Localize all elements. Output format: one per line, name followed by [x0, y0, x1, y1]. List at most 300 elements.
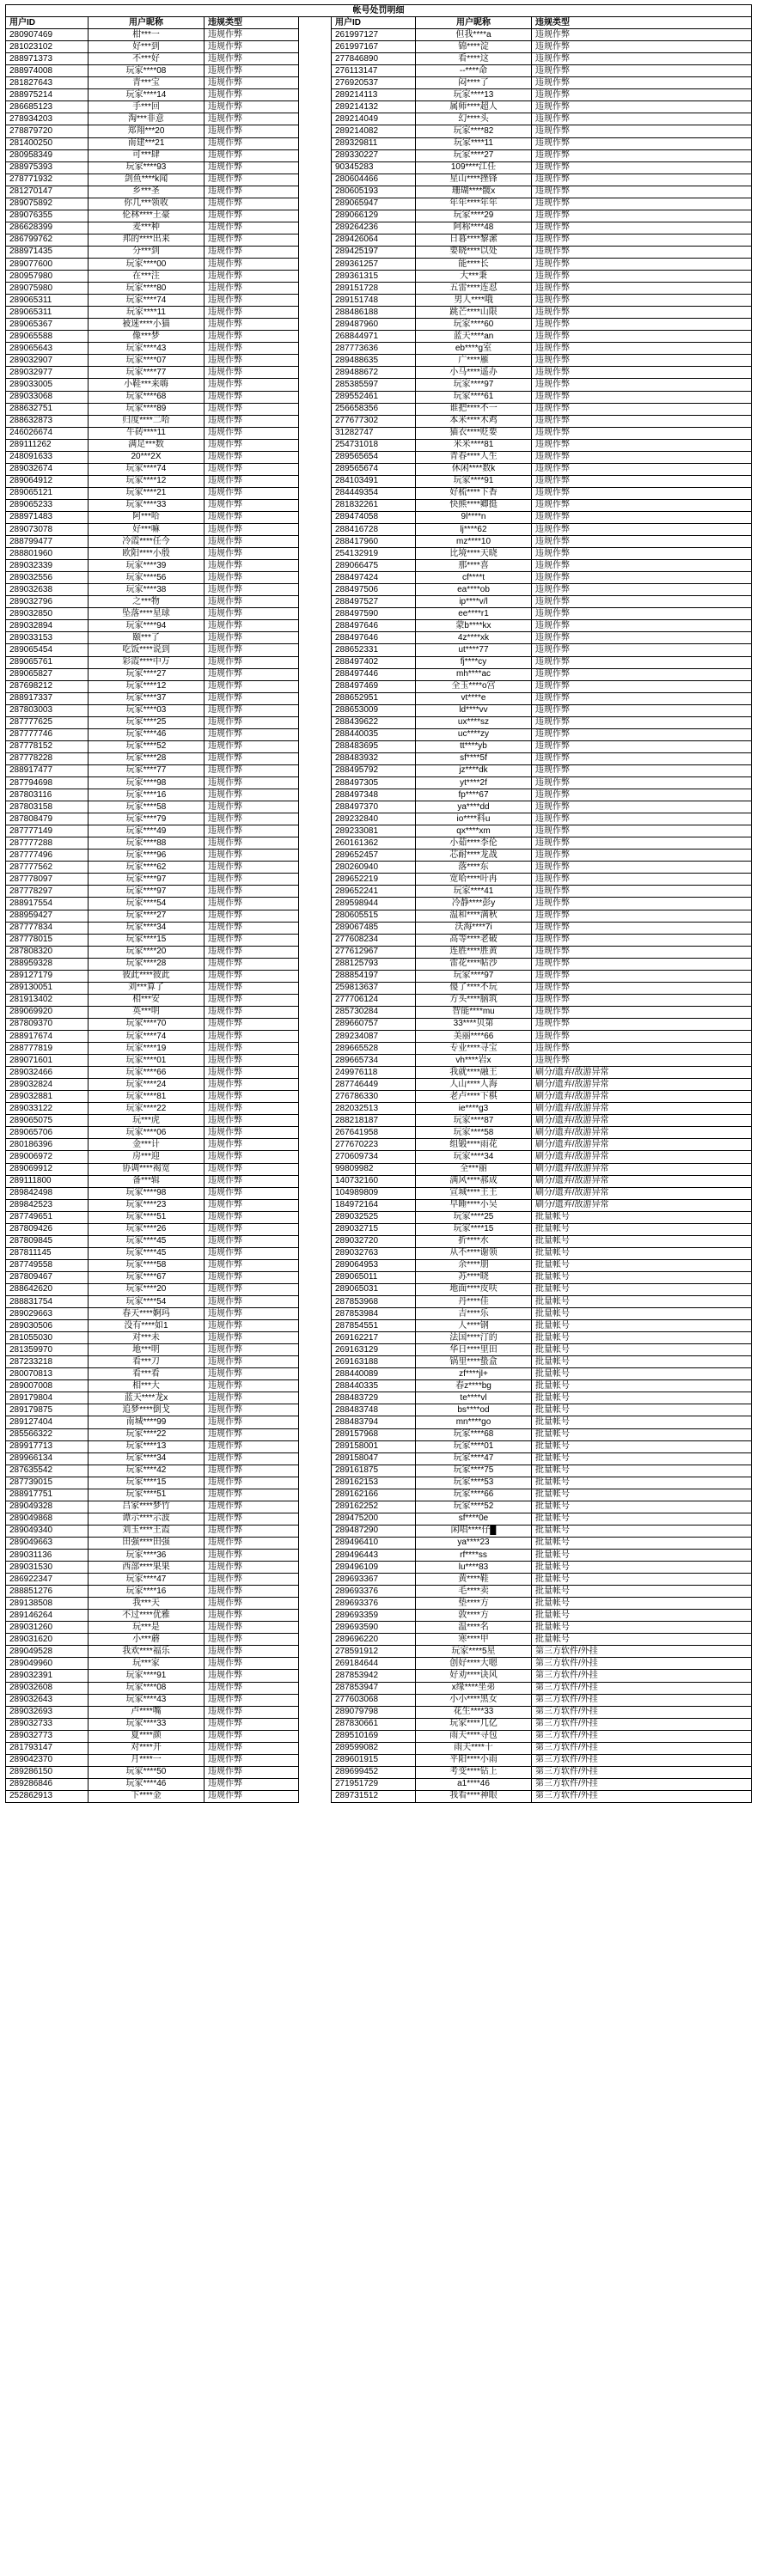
nickname-cell: 玩家****68: [416, 1428, 532, 1440]
nickname-cell: 玩家****28: [89, 752, 205, 764]
violation-type-cell: 违规作弊: [205, 1271, 299, 1283]
user-id-cell: 289030506: [6, 1320, 89, 1332]
nickname-cell: 属师****超人: [416, 101, 532, 113]
violation-type-cell: 违规作弊: [532, 475, 752, 487]
user-id-cell: 289065827: [6, 668, 89, 680]
nickname-cell: vh****岩x: [416, 1055, 532, 1067]
violation-type-cell: 刷分/遗弃/敌游异常: [532, 1067, 752, 1079]
user-id-cell: 289031260: [6, 1622, 89, 1634]
nickname-cell: 柑***一: [89, 29, 205, 41]
table-row: [6, 692, 752, 704]
user-id-cell: 104989809: [332, 1187, 416, 1199]
user-id-cell: 289065121: [6, 487, 89, 499]
user-id-cell: 287233218: [6, 1356, 89, 1368]
violation-type-cell: 刷分/遗弃/敌游异常: [532, 1091, 752, 1103]
violation-type-cell: 违规作弊: [205, 1043, 299, 1055]
nickname-cell: 乡***圣: [89, 186, 205, 198]
table-row: [6, 439, 752, 451]
user-id-cell: 256658356: [332, 403, 416, 415]
table-row: [6, 343, 752, 355]
nickname-cell: 房***迎: [89, 1151, 205, 1163]
nickname-cell: 玩家****58: [89, 801, 205, 813]
table-row: [6, 174, 752, 186]
violation-type-cell: 违规作弊: [532, 222, 752, 234]
nickname-cell: 玩家****13: [416, 89, 532, 101]
column-gap: [299, 632, 332, 644]
user-id-cell: 287777149: [6, 825, 89, 837]
user-id-cell: 289073078: [6, 524, 89, 536]
violation-type-cell: 违规作弊: [532, 1043, 752, 1055]
user-id-cell: 280070813: [6, 1368, 89, 1380]
nickname-cell: sf****0e: [416, 1513, 532, 1525]
user-id-cell: 289049868: [6, 1513, 89, 1525]
nickname-cell: 玩家****66: [416, 1489, 532, 1501]
user-id-cell: 288497348: [332, 789, 416, 801]
nickname-cell: ld****vv: [416, 704, 532, 716]
violation-type-cell: 违规作弊: [532, 258, 752, 270]
violation-type-cell: 违规作弊: [205, 1404, 299, 1416]
nickname-cell: 玩家****56: [89, 572, 205, 584]
nickname-cell: 玩家****25: [89, 716, 205, 728]
column-gap: [299, 379, 332, 391]
nickname-cell: zf****jl+: [416, 1368, 532, 1380]
nickname-cell: 玩家****88: [89, 837, 205, 850]
nickname-cell: tt****yb: [416, 740, 532, 752]
nickname-cell: 谭示****示波: [89, 1513, 205, 1525]
user-id-cell: 289496109: [332, 1562, 416, 1574]
nickname-cell: 阿称****48: [416, 222, 532, 234]
nickname-cell: 玩家****45: [89, 1235, 205, 1247]
nickname-cell: 广****雁: [416, 355, 532, 367]
violation-type-cell: 违规作弊: [532, 874, 752, 886]
table-row: [6, 1103, 752, 1115]
user-id-cell: 289496410: [332, 1537, 416, 1549]
violation-type-cell: 违规作弊: [532, 41, 752, 53]
column-gap: [299, 764, 332, 776]
column-gap: [299, 1296, 332, 1308]
violation-type-cell: 刷分/遗弃/敌游异常: [532, 1187, 752, 1199]
nickname-cell: 追梦****倒戈: [89, 1404, 205, 1416]
nickname-cell: 本米****木鸡: [416, 415, 532, 427]
violation-type-cell: 违规作弊: [205, 656, 299, 668]
user-id-cell: 289917713: [6, 1440, 89, 1452]
table-row: [6, 1477, 752, 1489]
column-gap: [299, 837, 332, 850]
column-gap: [299, 910, 332, 922]
violation-type-cell: 违规作弊: [532, 970, 752, 982]
column-gap: [299, 246, 332, 258]
user-id-cell: 289065311: [6, 295, 89, 307]
column-gap: [299, 137, 332, 149]
table-row: [6, 367, 752, 379]
table-row: [6, 379, 752, 391]
user-id-cell: 289652241: [332, 886, 416, 898]
nickname-cell: 玩家****47: [89, 1574, 205, 1586]
user-id-cell: 287746449: [332, 1079, 416, 1091]
user-id-cell: 281832261: [332, 499, 416, 511]
nickname-cell: 我***天: [89, 1598, 205, 1610]
table-row: [6, 1586, 752, 1598]
table-row: [6, 572, 752, 584]
user-id-cell: 270609734: [332, 1151, 416, 1163]
nickname-cell: 玩家****87: [416, 1115, 532, 1127]
violation-type-cell: 违规作弊: [205, 1018, 299, 1030]
user-id-cell: 289032693: [6, 1706, 89, 1718]
nickname-cell: 人****钢: [416, 1320, 532, 1332]
violation-type-cell: 违规作弊: [205, 77, 299, 89]
column-gap: [299, 234, 332, 246]
column-gap: [299, 283, 332, 295]
nickname-cell: fp****67: [416, 789, 532, 801]
user-id-cell: 289032824: [6, 1079, 89, 1091]
user-id-cell: 287803003: [6, 704, 89, 716]
table-row: [6, 994, 752, 1006]
violation-type-cell: 违规作弊: [532, 283, 752, 295]
nickname-cell: 华日****里田: [416, 1344, 532, 1356]
user-id-cell: 288854197: [332, 970, 416, 982]
nickname-cell: 法国****汀的: [416, 1332, 532, 1344]
table-row: [6, 1525, 752, 1537]
column-gap: [299, 319, 332, 331]
nickname-cell: 玩家****38: [89, 584, 205, 596]
column-gap: [299, 1525, 332, 1537]
table-row: [6, 801, 752, 813]
column-gap: [299, 1428, 332, 1440]
table-row: [6, 958, 752, 970]
user-id-cell: 289065454: [6, 644, 89, 656]
table-row: [6, 1235, 752, 1247]
column-gap: [299, 367, 332, 379]
nickname-cell: 玩家****13: [89, 1440, 205, 1452]
violation-type-cell: 违规作弊: [205, 355, 299, 367]
nickname-cell: 高等****老破: [416, 934, 532, 946]
violation-type-cell: 违规作弊: [205, 994, 299, 1006]
nickname-cell: 谁把****不一: [416, 403, 532, 415]
nickname-cell: 玩家****66: [89, 1067, 205, 1079]
user-id-cell: 285730284: [332, 1006, 416, 1018]
user-id-cell: 288417960: [332, 536, 416, 548]
column-gap: [299, 1574, 332, 1586]
user-id-cell: 289487960: [332, 319, 416, 331]
violation-type-cell: 违规作弊: [205, 1079, 299, 1091]
nickname-cell: 淘***非意: [89, 113, 205, 125]
column-gap: [299, 271, 332, 283]
user-id-cell: 289032674: [6, 463, 89, 475]
user-id-cell: 289158001: [332, 1440, 416, 1452]
nickname-cell: 看***刀: [89, 1356, 205, 1368]
user-id-cell: 287853942: [332, 1670, 416, 1682]
column-gap: [299, 1742, 332, 1754]
nickname-cell: 苏****晓: [416, 1271, 532, 1283]
nickname-cell: 玩家****77: [89, 764, 205, 776]
user-id-cell: 289696220: [332, 1634, 416, 1646]
nickname-cell: 玩家****97: [89, 886, 205, 898]
user-id-cell: 289064912: [6, 475, 89, 487]
user-id-cell: 289598944: [332, 898, 416, 910]
nickname-cell: 玩家****33: [89, 1718, 205, 1730]
user-id-cell: 289475200: [332, 1513, 416, 1525]
violation-type-cell: 刷分/遗弃/敌游异常: [532, 1163, 752, 1175]
nickname-cell: a1****46: [416, 1778, 532, 1790]
user-id-cell: 288416728: [332, 524, 416, 536]
column-gap: [299, 1187, 332, 1199]
violation-type-cell: 违规作弊: [205, 886, 299, 898]
violation-type-cell: 违规作弊: [205, 1151, 299, 1163]
violation-type-cell: 违规作弊: [532, 898, 752, 910]
violation-type-cell: 刷分/遗弃/敌游异常: [532, 1115, 752, 1127]
column-gap: [299, 1730, 332, 1742]
violation-type-cell: 批量帐号: [532, 1513, 752, 1525]
table-row: [6, 271, 752, 283]
nickname-cell: yt****2f: [416, 777, 532, 789]
nickname-cell: eb****g室: [416, 343, 532, 355]
user-id-cell: 287853984: [332, 1308, 416, 1320]
table-row: [6, 511, 752, 523]
violation-type-cell: 违规作弊: [532, 596, 752, 608]
user-id-cell: 278934203: [6, 113, 89, 125]
violation-type-cell: 违规作弊: [205, 946, 299, 958]
violation-type-cell: 违规作弊: [532, 934, 752, 946]
nickname-cell: 玩家****20: [89, 946, 205, 958]
user-id-cell: 289032715: [332, 1223, 416, 1235]
nickname-cell: 吃饭****说到: [89, 644, 205, 656]
table-row: [6, 113, 752, 125]
user-id-cell: 289693590: [332, 1622, 416, 1634]
violation-type-cell: 第三方软件/外挂: [532, 1658, 752, 1670]
column-gap: [299, 813, 332, 825]
nickname-cell: 玩家****15: [89, 1477, 205, 1489]
column-gap: [299, 1778, 332, 1790]
user-id-cell: 289032720: [332, 1235, 416, 1247]
nickname-cell: 109****江任: [416, 161, 532, 174]
nickname-cell: 小小****黑女: [416, 1694, 532, 1706]
table-row: [6, 1356, 752, 1368]
nickname-cell: 英***明: [89, 1006, 205, 1018]
table-row: [6, 825, 752, 837]
violation-type-cell: 违规作弊: [205, 764, 299, 776]
user-id-cell: 289006972: [6, 1151, 89, 1163]
user-id-cell: 140732160: [332, 1175, 416, 1187]
nickname-cell: 玩家****01: [89, 1055, 205, 1067]
table-row: [6, 125, 752, 137]
user-id-cell: 31282747: [332, 427, 416, 439]
user-id-cell: 281913402: [6, 994, 89, 1006]
nickname-cell: 专业****寻宝: [416, 1043, 532, 1055]
user-id-cell: 286628399: [6, 222, 89, 234]
table-row: [6, 1199, 752, 1211]
violation-type-cell: 违规作弊: [205, 29, 299, 41]
table-row: [6, 1006, 752, 1018]
user-id-cell: 289049663: [6, 1537, 89, 1549]
violation-type-cell: 违规作弊: [532, 850, 752, 862]
user-id-cell: 289652219: [332, 874, 416, 886]
nickname-cell: 芯耐****龙战: [416, 850, 532, 862]
violation-type-cell: 批量帐号: [532, 1235, 752, 1247]
user-id-cell: 287854551: [332, 1320, 416, 1332]
table-row: [6, 307, 752, 319]
violation-type-cell: 刷分/遗弃/敌游异常: [532, 1079, 752, 1091]
user-id-cell: 289233081: [332, 825, 416, 837]
nickname-cell: 玩***是: [89, 1622, 205, 1634]
violation-type-cell: 批量帐号: [532, 1634, 752, 1646]
user-id-cell: 289842523: [6, 1199, 89, 1211]
user-id-cell: 281400250: [6, 137, 89, 149]
violation-type-cell: 批量帐号: [532, 1489, 752, 1501]
table-row: [6, 1694, 752, 1706]
user-id-cell: 289214082: [332, 125, 416, 137]
violation-type-cell: 违规作弊: [205, 632, 299, 644]
violation-type-cell: 违规作弊: [205, 1658, 299, 1670]
nickname-cell: 玩家****26: [89, 1223, 205, 1235]
violation-type-cell: 违规作弊: [205, 331, 299, 343]
nickname-cell: 地***明: [89, 1344, 205, 1356]
nickname-cell: 玩家****21: [89, 487, 205, 499]
violation-type-cell: 违规作弊: [532, 331, 752, 343]
user-id-cell: 289032773: [6, 1730, 89, 1742]
nickname-cell: jz****dk: [416, 764, 532, 776]
nickname-cell: 但我****a: [416, 29, 532, 41]
violation-type-cell: 违规作弊: [205, 1718, 299, 1730]
violation-type-cell: 违规作弊: [205, 343, 299, 355]
nickname-cell: 人山****人海: [416, 1079, 532, 1091]
table-row: [6, 1223, 752, 1235]
violation-type-cell: 第三方软件/外挂: [532, 1730, 752, 1742]
user-id-cell: 289032525: [332, 1211, 416, 1223]
user-id-cell: 287777625: [6, 716, 89, 728]
user-id-cell: 289565654: [332, 451, 416, 463]
user-id-cell: 288632751: [6, 403, 89, 415]
user-id-cell: 289111262: [6, 439, 89, 451]
header-user-id-right: 用户ID: [332, 17, 416, 29]
table-row: [6, 752, 752, 764]
violation-type-cell: 批量帐号: [532, 1525, 752, 1537]
violation-type-cell: 批量帐号: [532, 1283, 752, 1295]
user-id-cell: 289065031: [332, 1283, 416, 1295]
column-gap: [299, 898, 332, 910]
table-row: [6, 1574, 752, 1586]
nickname-cell: 满足***数: [89, 439, 205, 451]
column-gap: [299, 355, 332, 367]
user-id-cell: 287777746: [6, 728, 89, 740]
user-id-cell: 287777288: [6, 837, 89, 850]
table-row: [6, 1670, 752, 1682]
header-nickname-right: 用户昵称: [416, 17, 532, 29]
violation-type-cell: 违规作弊: [205, 463, 299, 475]
user-id-cell: 287794698: [6, 777, 89, 789]
nickname-cell: 玩家****16: [89, 789, 205, 801]
violation-type-cell: 违规作弊: [532, 524, 752, 536]
nickname-cell: 没有****如1: [89, 1320, 205, 1332]
user-id-cell: 289127404: [6, 1416, 89, 1428]
nickname-cell: 对***未: [89, 1332, 205, 1344]
table-row: [6, 499, 752, 511]
user-id-cell: 289731512: [332, 1790, 416, 1802]
table-row: [6, 560, 752, 572]
nickname-cell: 米米****81: [416, 439, 532, 451]
table-row: [6, 1247, 752, 1259]
nickname-cell: ya****dd: [416, 801, 532, 813]
violation-type-cell: 违规作弊: [532, 174, 752, 186]
user-id-cell: 99809982: [332, 1163, 416, 1175]
violation-type-cell: 违规作弊: [532, 922, 752, 934]
violation-type-cell: 违规作弊: [205, 813, 299, 825]
table-row: [6, 77, 752, 89]
violation-type-cell: 违规作弊: [205, 958, 299, 970]
column-gap: [299, 1235, 332, 1247]
user-id-cell: 280186396: [6, 1139, 89, 1151]
nickname-cell: 玩家****15: [89, 934, 205, 946]
nickname-cell: 蓝天****龙x: [89, 1392, 205, 1404]
table-row: [6, 946, 752, 958]
column-gap: [299, 427, 332, 439]
nickname-cell: 玩家****62: [89, 862, 205, 874]
column-gap: [299, 644, 332, 656]
user-id-cell: 287778015: [6, 934, 89, 946]
violation-type-cell: 违规作弊: [205, 1320, 299, 1332]
table-row: [6, 65, 752, 77]
nickname-cell: 玩家****16: [89, 1586, 205, 1598]
column-gap: [299, 1043, 332, 1055]
user-id-cell: 287635542: [6, 1465, 89, 1477]
column-gap: [299, 1332, 332, 1344]
nickname-cell: 我看****神眼: [416, 1790, 532, 1802]
violation-type-cell: 违规作弊: [532, 837, 752, 850]
column-gap: [299, 801, 332, 813]
user-id-cell: 269163188: [332, 1356, 416, 1368]
violation-type-cell: 违规作弊: [205, 1356, 299, 1368]
nickname-cell: 玩家****12: [89, 475, 205, 487]
user-id-cell: 287773636: [332, 343, 416, 355]
violation-type-cell: 违规作弊: [532, 1018, 752, 1030]
user-id-cell: 289234087: [332, 1030, 416, 1042]
violation-type-cell: 违规作弊: [205, 922, 299, 934]
table-row: [6, 813, 752, 825]
user-id-cell: 278591912: [332, 1646, 416, 1658]
violation-type-cell: 违规作弊: [205, 415, 299, 427]
nickname-cell: 雨天****寻包: [416, 1730, 532, 1742]
table-row: [6, 89, 752, 101]
column-gap: [299, 1562, 332, 1574]
violation-type-cell: 违规作弊: [205, 475, 299, 487]
nickname-cell: 归度****二哈: [89, 415, 205, 427]
column-gap: [299, 1308, 332, 1320]
table-row: [6, 258, 752, 270]
column-gap: [299, 1586, 332, 1598]
user-id-cell: 287809845: [6, 1235, 89, 1247]
user-id-cell: 278879720: [6, 125, 89, 137]
column-gap: [299, 1404, 332, 1416]
violation-type-cell: 违规作弊: [532, 777, 752, 789]
nickname-cell: 好***到: [89, 41, 205, 53]
violation-type-cell: 违规作弊: [532, 137, 752, 149]
violation-type-cell: 违规作弊: [532, 53, 752, 65]
user-id-cell: 281793147: [6, 1742, 89, 1754]
user-id-cell: 289286150: [6, 1766, 89, 1778]
nickname-cell: ut****77: [416, 644, 532, 656]
user-id-cell: 289286846: [6, 1778, 89, 1790]
violation-type-cell: 违规作弊: [205, 1477, 299, 1489]
user-id-cell: 289033068: [6, 391, 89, 403]
user-id-cell: 287698212: [6, 680, 89, 692]
user-id-cell: 288440035: [332, 728, 416, 740]
column-gap: [299, 415, 332, 427]
user-id-cell: 289130051: [6, 982, 89, 994]
user-id-cell: 284449354: [332, 487, 416, 499]
violation-type-cell: 违规作弊: [205, 752, 299, 764]
violation-type-cell: 批量帐号: [532, 1296, 752, 1308]
nickname-cell: 珊瑚****髋x: [416, 186, 532, 198]
user-id-cell: 288653009: [332, 704, 416, 716]
